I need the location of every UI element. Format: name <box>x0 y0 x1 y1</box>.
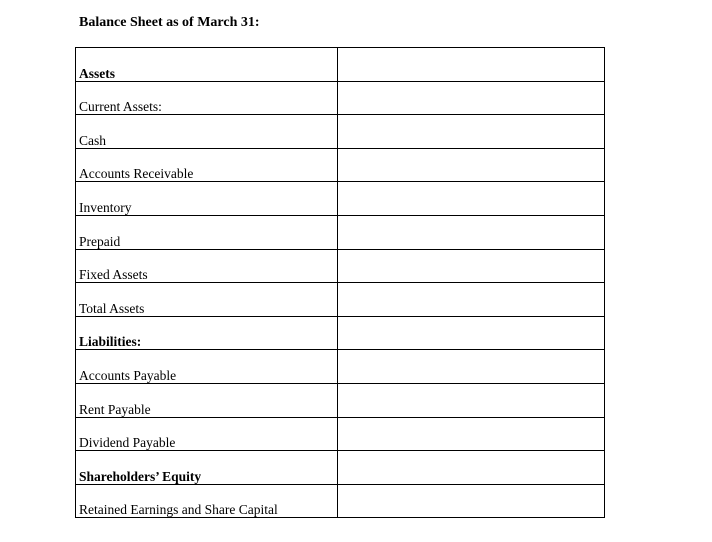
amount-cell-retained-earnings[interactable] <box>338 484 605 518</box>
table-row <box>76 350 605 384</box>
table-row <box>76 451 605 485</box>
row-label-fixed-assets: Fixed Assets <box>76 249 338 283</box>
amount-cell-fixed-assets[interactable] <box>338 249 605 283</box>
row-label-accounts-receivable: Accounts Receivable <box>76 148 338 182</box>
row-label-dividend-payable: Dividend Payable <box>76 417 338 451</box>
amount-cell-accounts-receivable[interactable] <box>338 148 605 182</box>
table-row <box>76 316 605 350</box>
row-label-accounts-payable: Accounts Payable <box>76 350 338 384</box>
row-label-total-assets: Total Assets <box>76 283 338 317</box>
row-label-cash: Cash <box>76 115 338 149</box>
row-label-rent-payable: Rent Payable <box>76 383 338 417</box>
row-label-retained-earnings: Retained Earnings and Share Capital <box>76 484 338 518</box>
table-row <box>76 283 605 317</box>
table-row <box>76 383 605 417</box>
amount-cell-accounts-payable[interactable] <box>338 350 605 384</box>
table-row <box>76 249 605 283</box>
amount-cell-assets[interactable] <box>338 48 605 82</box>
table-row <box>76 81 605 115</box>
row-label-prepaid: Prepaid <box>76 215 338 249</box>
table-row <box>76 148 605 182</box>
table-row <box>76 484 605 518</box>
amount-cell-cash[interactable] <box>338 115 605 149</box>
amount-cell-inventory[interactable] <box>338 182 605 216</box>
table-row <box>76 215 605 249</box>
page-title: Balance Sheet as of March 31: <box>79 15 260 30</box>
amount-cell-shareholders-equity[interactable] <box>338 451 605 485</box>
row-label-current-assets: Current Assets: <box>76 81 338 115</box>
table-row <box>76 48 605 82</box>
table-row <box>76 417 605 451</box>
row-label-assets: Assets <box>76 48 338 82</box>
amount-cell-rent-payable[interactable] <box>338 383 605 417</box>
table-row <box>76 182 605 216</box>
row-label-liabilities: Liabilities: <box>76 316 338 350</box>
row-label-shareholders-equity: Shareholders’ Equity <box>76 451 338 485</box>
amount-cell-current-assets[interactable] <box>338 81 605 115</box>
balance-sheet-table <box>75 47 605 518</box>
row-label-inventory: Inventory <box>76 182 338 216</box>
amount-cell-liabilities[interactable] <box>338 316 605 350</box>
table-row <box>76 115 605 149</box>
amount-cell-prepaid[interactable] <box>338 215 605 249</box>
amount-cell-dividend-payable[interactable] <box>338 417 605 451</box>
amount-cell-total-assets[interactable] <box>338 283 605 317</box>
